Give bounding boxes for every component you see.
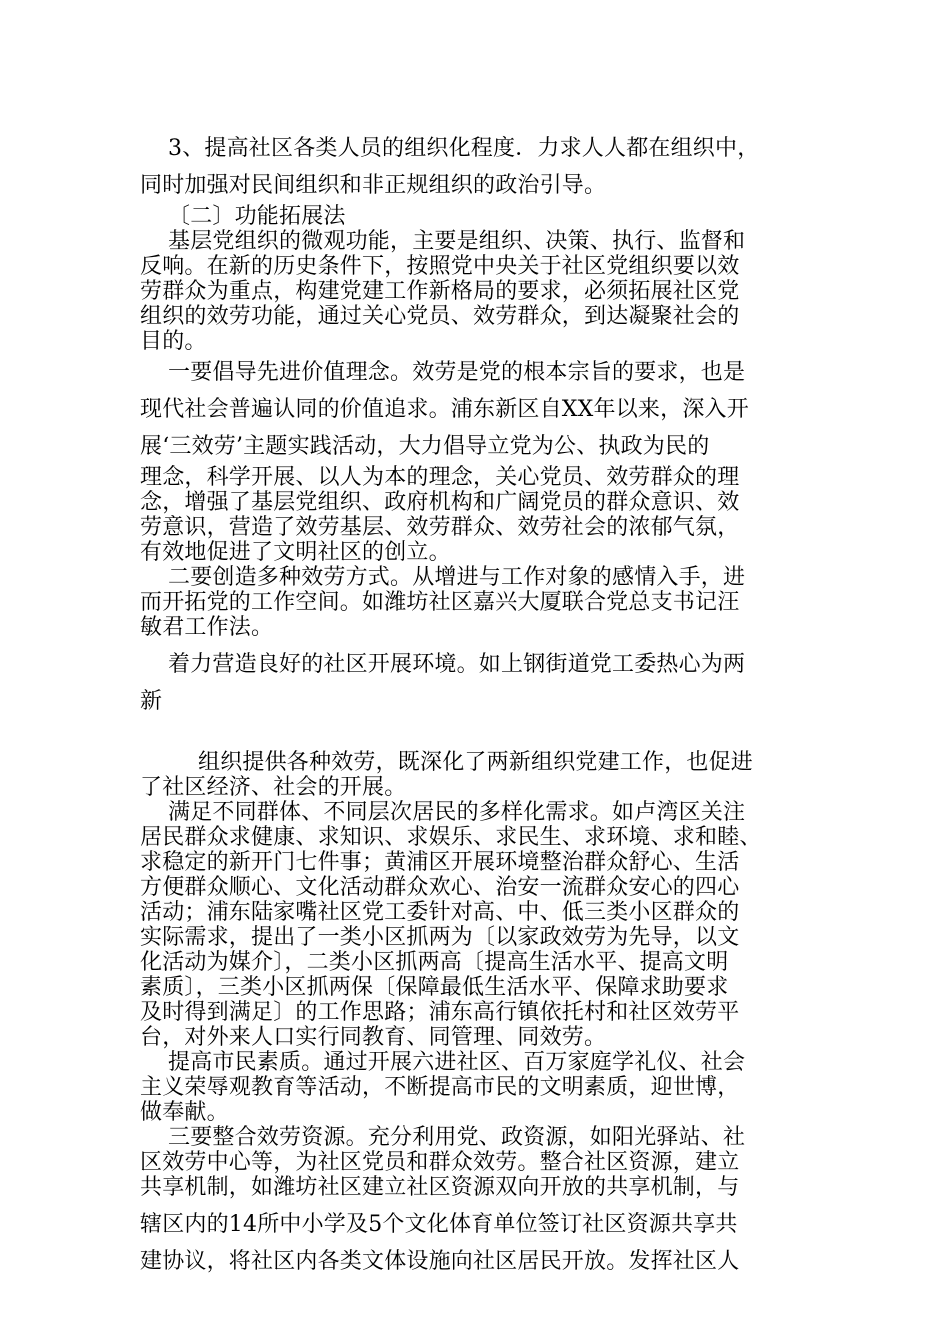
paragraph-8-line: 素质〕，三类小区抓两保〔保障最低生活水平、保障求助要求	[140, 975, 729, 1000]
document-body	[140, 130, 820, 1280]
paragraph-9-line: 提高市民素质。通过开展六进社区、百万家庭学礼仪、社会	[168, 1050, 746, 1075]
paragraph-5	[140, 565, 820, 640]
paragraph-10-line: 共享机制，如潍坊社区建立社区资源双向开放的共享机制，与	[140, 1175, 740, 1200]
paragraph-4-line: 一要倡导先进价值理念。效劳是党的根本宗旨的要求，也是	[168, 360, 746, 385]
paragraph-3-line: 基层党组织的微观功能，主要是组织、决策、执行、监督和	[168, 229, 746, 254]
paragraph-10-continued	[140, 1206, 820, 1280]
paragraph-5-line: 而开拓党的工作空间。如潍坊社区嘉兴大厦联合党总支书记汪	[140, 590, 740, 615]
paragraph-4-line: 念，增强了基层党组织、政府机构和广阔党员的群众意识、效	[140, 490, 740, 515]
paragraph-3-line: 组织的效劳功能，通过关心党员、效劳群众，到达凝聚社会的	[140, 304, 740, 329]
paragraph-9-line: 做奉献。	[140, 1100, 229, 1125]
paragraph-4-line: 有效地促进了文明社区的创立。	[140, 540, 451, 565]
paragraph-10-line: 辖区内的14所中小学及5个文化体育单位签订社区资源共享共	[140, 1212, 738, 1237]
paragraph-4-line: 展‘三效劳’主题实践活动，大力倡导立党为公、执政为民的	[140, 434, 710, 459]
paragraph-3-line: 反响。在新的历史条件下，按照党中央关于社区党组织要以效	[140, 254, 740, 279]
paragraph-8-line: 活动；浦东陆家嘴社区党工委针对高、中、低三类小区群众的	[140, 900, 740, 925]
paragraph-10-line: 三要整合效劳资源。充分利用党、政资源，如阳光驿站、社	[168, 1125, 746, 1150]
paragraph-8-line: 台，对外来人口实行同教育、同管理、同效劳。	[140, 1025, 607, 1050]
paragraph-8-line: 实际需求，提出了一类小区抓两为〔以家政效劳为先导，以文	[140, 925, 740, 950]
paragraph-8-line: 求稳定的新开门七件事；黄浦区开展环境整治群众舒心、生活	[140, 850, 740, 875]
paragraph-8	[140, 800, 820, 1050]
paragraph-8-line: 居民群众求健康、求知识、求娱乐、求民生、求环境、求和睦、	[140, 825, 762, 850]
paragraph-10	[140, 1125, 820, 1200]
paragraph-8-line: 化活动为媒介〕，二类小区抓两高〔提高生活水平、提高文明	[140, 950, 729, 975]
paragraph-8-line: 及时得到满足〕的工作思路；浦东高行镇依托村和社区效劳平	[140, 1000, 740, 1025]
paragraph-1-line: 同时加强对民间组织和非正规组织的政治引导。	[140, 173, 607, 198]
paragraph-3-line: 目的。	[140, 329, 207, 354]
paragraph-6	[140, 646, 820, 720]
paragraph-4-continued	[140, 465, 820, 565]
paragraph-9	[140, 1050, 820, 1125]
paragraph-8-line: 方便群众顺心、文化活动群众欢心、治安一流群众安心的四心	[140, 875, 740, 900]
paragraph-5-line: 敏君工作法。	[140, 615, 274, 640]
paragraph-4-line: 理念，科学开展、以人为本的理念，关心党员、效劳群众的理	[140, 465, 740, 490]
paragraph-5-line: 二要创造多种效劳方式。从增进与工作对象的感情入手，进	[168, 565, 746, 590]
paragraph-4	[140, 354, 820, 465]
paragraph-4-line: 劳意识，营造了效劳基层、效劳群众、效劳社会的浓郁气氛，	[140, 515, 740, 540]
paragraph-6-line: 新	[140, 689, 163, 714]
paragraph-8-line: 满足不同群体、不同层次居民的多样化需求。如卢湾区关注	[168, 800, 746, 825]
paragraph-3-line: 劳群众为重点，构建党建工作新格局的要求，必须拓展社区党	[140, 279, 740, 304]
paragraph-9-line: 主义荣辱观教育等活动，不断提高市民的文明素质，迎世博，	[140, 1075, 740, 1100]
paragraph-7	[140, 750, 820, 800]
paragraph-10-line: 区效劳中心等，为社区党员和群众效劳。整合社区资源，建立	[140, 1150, 740, 1175]
paragraph-1	[140, 130, 820, 204]
paragraph-7-line: 组织提供各种效劳，既深化了两新组织党建工作，也促进	[198, 750, 754, 775]
paragraph-1-line: 3、提高社区各类人员的组织化程度．力求人人都在组织中，	[168, 136, 760, 161]
section-heading-text: 〔二〕功能拓展法	[168, 204, 346, 229]
paragraph-7-line: 了社区经济、社会的开展。	[140, 775, 407, 800]
section-heading	[140, 204, 820, 229]
paragraph-6-line: 着力营造良好的社区开展环境。如上钢街道党工委热心为两	[168, 652, 746, 677]
paragraph-3	[140, 229, 820, 354]
paragraph-4-line: 现代社会普遍认同的价值追求。浦东新区自XX年以来，深入开	[140, 397, 749, 422]
paragraph-10-line: 建协议，将社区内各类文体设施向社区居民开放。发挥社区人	[140, 1249, 740, 1274]
